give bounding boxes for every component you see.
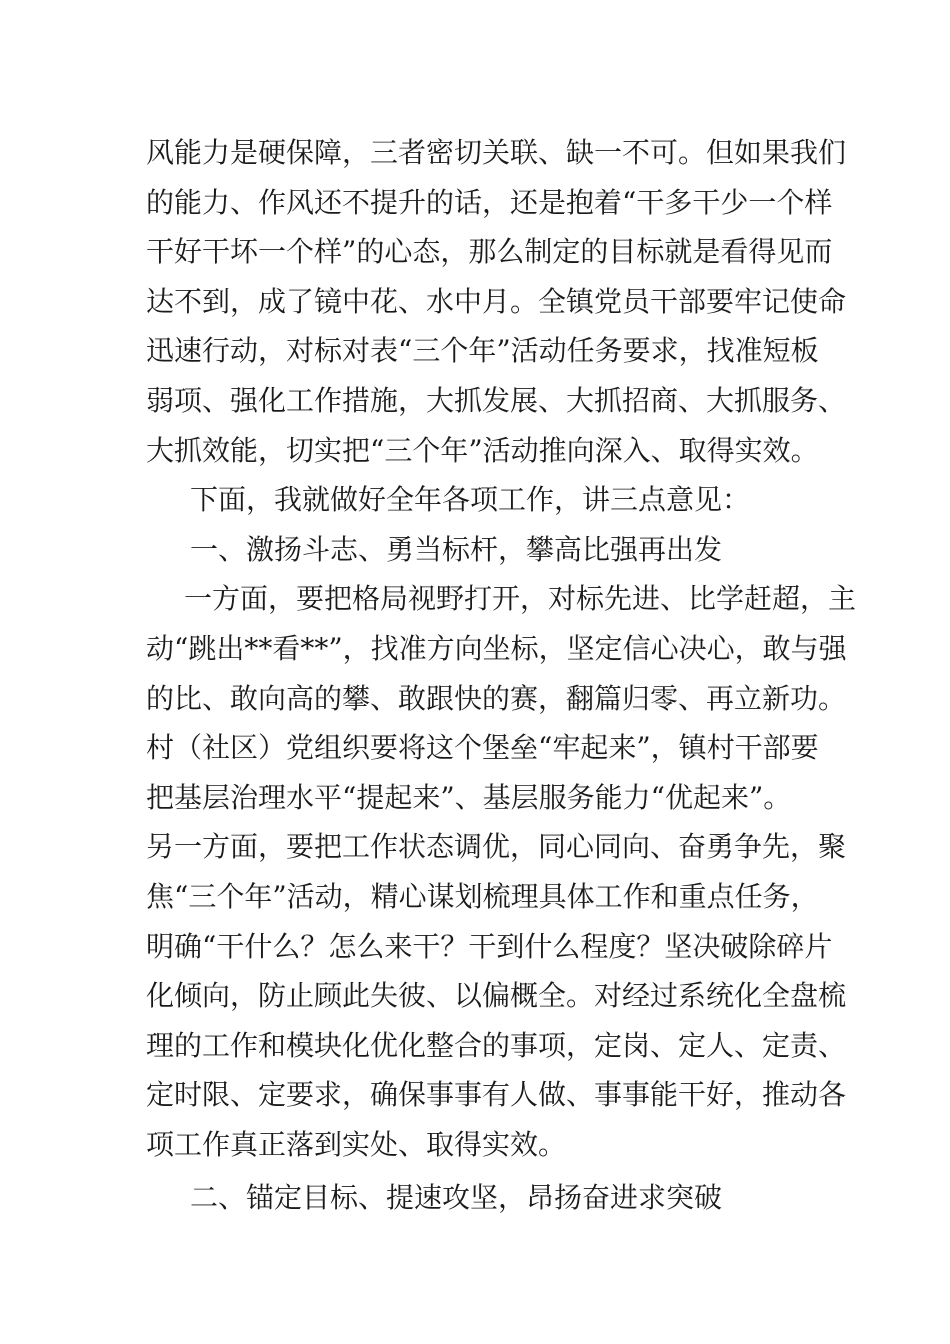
text-line: 一方面，要把格局视野打开，对标先进、比学赶超，主 — [184, 582, 857, 616]
text-line: 弱项、强化工作措施，大抓发展、大抓招商、大抓服务、 — [146, 383, 847, 417]
text-line: 动“跳出**看**”，找准方向坐标，坚定信心决心，敢与强 — [146, 631, 847, 665]
body-text — [146, 128, 857, 1223]
text-line: 把基层治理水平“提起来”、基层服务能力“优起来”。 — [146, 780, 792, 814]
text-line: 另一方面，要把工作状态调优，同心同向、奋勇争先，聚 — [146, 830, 847, 864]
section-heading-2: 二、锚定目标、提速攻坚，昂扬奋进求突破 — [190, 1181, 723, 1215]
text-line: 理的工作和模块化优化整合的事项，定岗、定人、定责、 — [146, 1028, 847, 1062]
text-line: 的比、敢向高的攀、敢跟快的赛，翻篇归零、再立新功。 — [146, 681, 847, 715]
text-line: 定时限、定要求，确保事事有人做、事事能干好，推动各 — [146, 1078, 847, 1112]
text-line: 风能力是硬保障，三者密切关联、缺一不可。但如果我们 — [146, 136, 847, 169]
text-line: 的能力、作风还不提升的话，还是抱着“干多干少一个样 — [146, 185, 833, 219]
text-line: 明确“干什么？怎么来干？干到什么程度？坚决破除碎片 — [146, 929, 833, 963]
text-line: 大抓效能，切实把“三个年”活动推向深入、取得实效。 — [146, 433, 819, 467]
text-line: 化倾向，防止顾此失彼、以偏概全。对经过系统化全盘梳 — [146, 979, 847, 1013]
text-line: 焦“三个年”活动，精心谋划梳理具体工作和重点任务， — [146, 879, 819, 913]
intro-line: 下面，我就做好全年各项工作，讲三点意见： — [190, 483, 751, 517]
text-line: 迅速行动，对标对表“三个年”活动任务要求，找准短板 — [146, 334, 819, 368]
text-line: 达不到，成了镜中花、水中月。全镇党员干部要牢记使命 — [146, 284, 847, 318]
text-line: 项工作真正落到实处、取得实效。 — [146, 1127, 567, 1161]
text-line: 干好干坏一个样”的心态，那么制定的目标就是看得见而 — [146, 235, 833, 269]
section-heading-1: 一、激扬斗志、勇当标杆，攀高比强再出发 — [190, 532, 723, 566]
text-line: 村（社区）党组织要将这个堡垒“牢起来”，镇村干部要 — [146, 731, 819, 765]
